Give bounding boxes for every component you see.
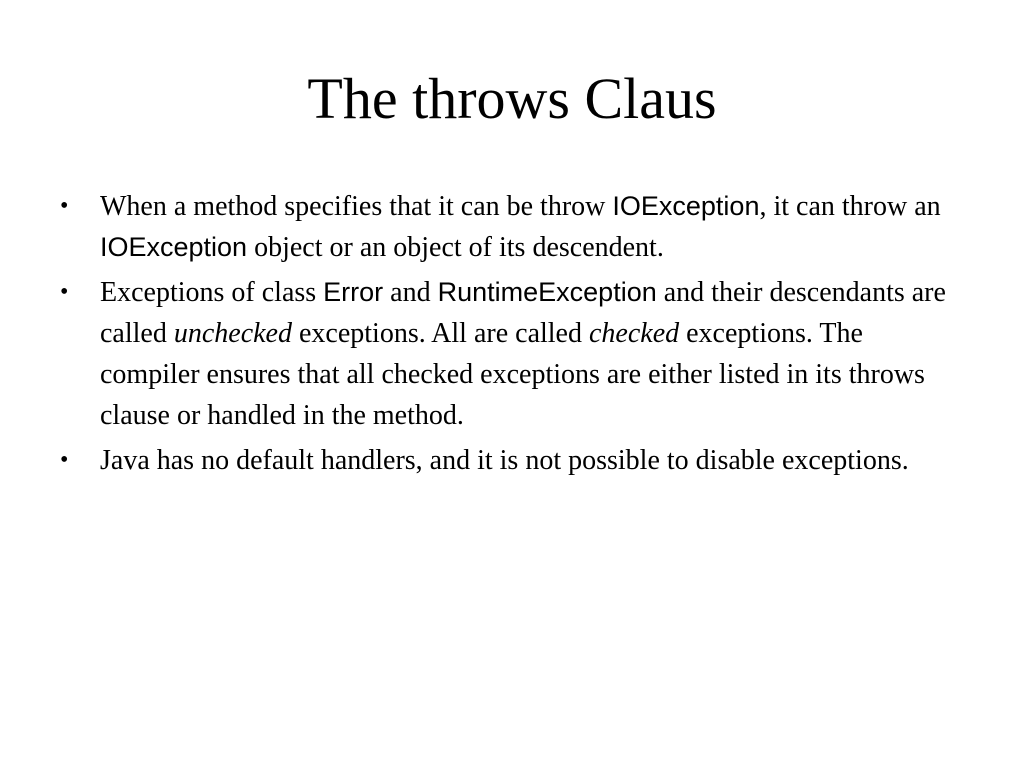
code-term-ioexception: IOException [100, 232, 248, 262]
bullet-icon: • [60, 193, 69, 219]
bullet-text: When a method specifies that it can be throw [100, 191, 613, 222]
bullet-item-checked-exceptions [58, 272, 958, 436]
bullet-item-default-handlers [58, 440, 958, 481]
bullet-text: exceptions. The compiler ensures that all checked exceptions are either listed in its throws clause or handled in the method. [100, 318, 925, 431]
emphasis-checked: checked [588, 318, 680, 349]
code-term-runtimeexception: RuntimeException [437, 277, 657, 307]
code-term-error: Error [323, 277, 384, 307]
bullet-text: and [383, 277, 438, 308]
bullet-list [58, 186, 958, 485]
bullet-item-method-throws [58, 186, 958, 268]
slide-title: The throws Claus [307, 66, 717, 131]
code-term-ioexception: IOException [612, 191, 760, 221]
bullet-text: and their descendants are called [100, 277, 946, 349]
bullet-icon: • [60, 279, 69, 305]
bullet-text: object or an object of its descendent. [247, 232, 664, 263]
bullet-text: , it can throw an [759, 191, 941, 222]
emphasis-unchecked: unchecked [173, 318, 292, 349]
bullet-text: Exceptions of class [100, 277, 324, 308]
bullet-text: exceptions. All are called [291, 318, 589, 349]
bullet-icon: • [60, 447, 69, 473]
bullet-text: Java has no default handlers, and it is not possible to disable exceptions. [100, 445, 909, 476]
